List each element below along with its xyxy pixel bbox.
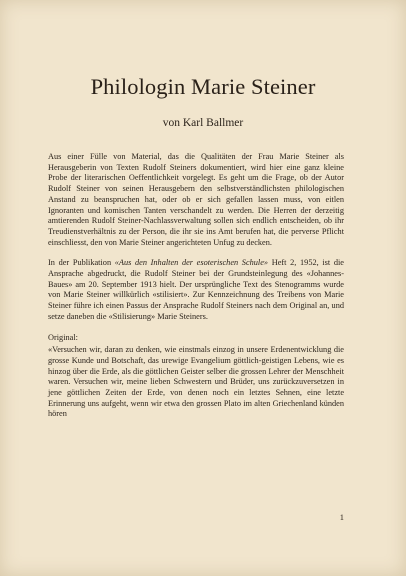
page-number: 1 [339, 512, 344, 522]
article-body [48, 152, 344, 420]
paragraph-intro: Aus einer Fülle von Material, das die Qualitäten der Frau Marie Steiner als Herausgeberin von Texten Rudolf Steiners dokumentiert, wird hier eine ganz kleine Probe der literarischen Oeffentlichkeit vorgelegt. Es geht um die Frage, ob der Autor Rudolf Steiner von seinen Herausgebern den selbstverständlichsten philologischen Anstand zu beanspruchen hat, oder ob er sich gefallen lassen muss, von eitlen Ignoranten und komischen Tanten verschandelt zu werden. Die Herren der derzeitig amtierenden Rudolf Steiner-Nachlassverwaltung sollen sich endlich entscheiden, ob ihr Treudienstverhältnis zu der Person, die ihr sie ins Amt berufen hat, die perverse Pflicht einschliesst, den von Marie Steiner angerichteten Unfug zu decken. [48, 152, 344, 247]
original-label: Original: [48, 332, 78, 342]
paragraph-publication [48, 258, 344, 322]
original-quote: «Versuchen wir, daran zu denken, wie einstmals einzog in unsere Erdenentwicklung die grosse Kunde und Botschaft, das urewige Evangelium göttlich-geistigen Lebens, wie es hinzog über die Erde, als die göttlichen Geister selber die grossen Lehrer der Menschheit waren. Versuchen wir, meine lieben Schwestern und Brüder, uns zurückzuversetzen in jene göttlichen Zeiten der Erde, von denen noch ein letztes Sehnen, eine letzte Erinnerung uns aufgeht, wenn wir etwa den grossen Plato im alten Griechenland künden hören [48, 345, 344, 419]
paragraph-publication-start: In der Publikation [48, 258, 115, 268]
page-title: Philologin Marie Steiner [90, 74, 316, 99]
paragraph-publication-rest: Heft 2, 1952, ist die Ansprache abgedruckt, die Rudolf Steiner bei der Grundsteinlegung des «Johannes-Baues» am 20. September 1913 hielt. Der ursprüngliche Text des Stenogramms wurde von Marie Steiner willkürlich «stilisiert». Zur Kennzeichnung des Treibens von Marie Steiner führe ich einen Passus der Ansprache Rudolf Steiners nach dem Original an, und setze daneben die «Stilisierung» Marie Steiners. [48, 258, 344, 321]
publication-title: «Aus den Inhalten der esoterischen Schule» [114, 258, 269, 268]
author-byline: von Karl Ballmer [162, 117, 244, 129]
